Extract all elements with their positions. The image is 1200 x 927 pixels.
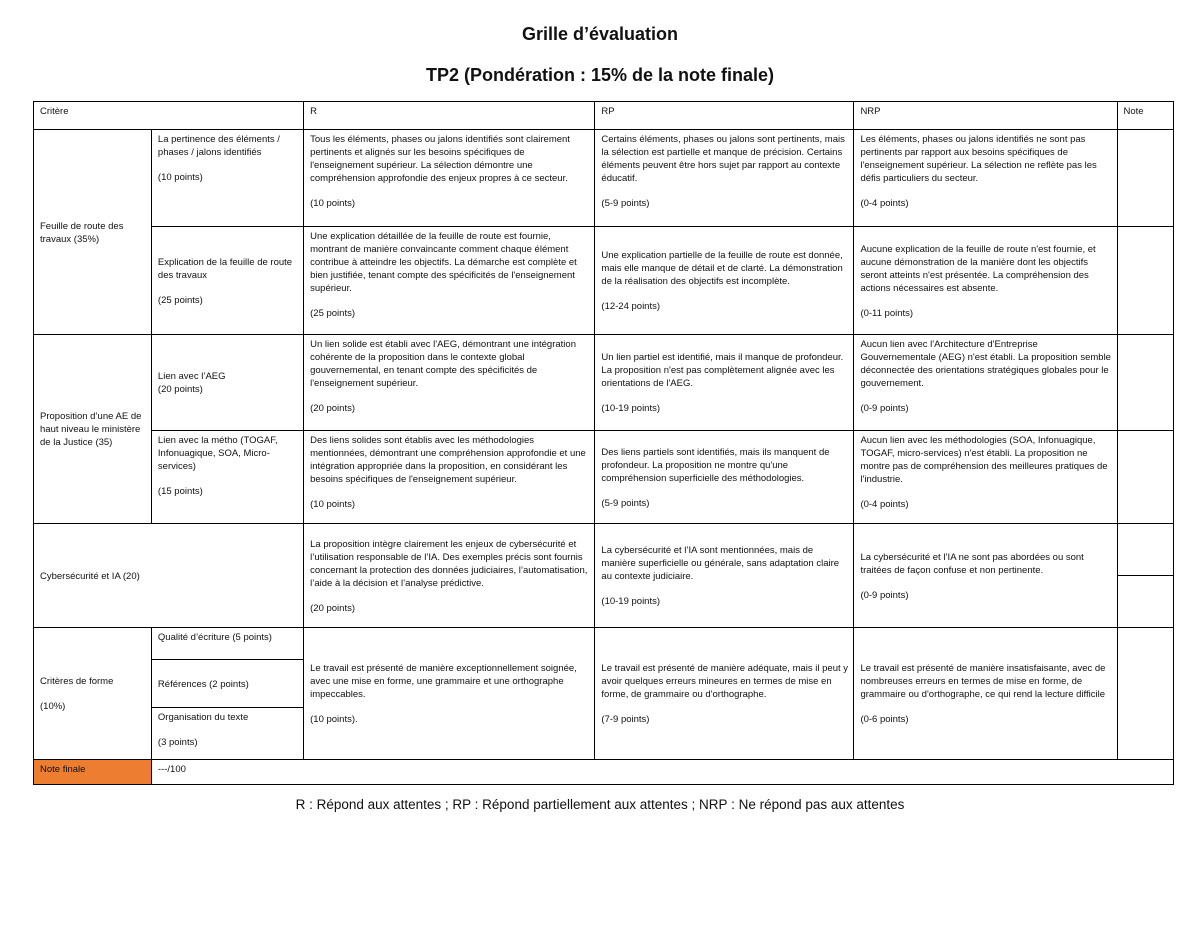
- header-critere: Critère: [34, 102, 304, 130]
- r-cell: Un lien solide est établi avec l'AEG, démontrant une intégration cohérente de la proposition dans le contexte global gouvernemental, en tenant compte des spécificités de l'enseignement supérieur. (20 points): [304, 335, 595, 431]
- r-cell: Tous les éléments, phases ou jalons identifiés sont clairement pertinents et alignés sur les besoins spécifiques de l'enseignement supérieur. La sélection démontre une compréhension approfondie des enjeux propres à ce secteur. (10 points): [304, 130, 595, 227]
- r-cell: Le travail est présenté de manière exceptionnellement soignée, avec une mise en forme, une grammaire et une orthographe impeccables. (10 points).: [304, 628, 595, 760]
- rp-cell: Un lien partiel est identifié, mais il manque de profondeur. La proposition n'est pas complètement alignée avec les orientations de l'AEG. (10-19 points): [595, 335, 854, 431]
- note-cell[interactable]: [1117, 335, 1174, 431]
- note-cell[interactable]: [1117, 130, 1174, 227]
- table-row: [34, 227, 1174, 335]
- criterion-label: Proposition d’une AE de haut niveau le ministère de la Justice (35): [34, 335, 152, 524]
- table-row: [34, 130, 1174, 227]
- note-cell[interactable]: [1117, 431, 1174, 524]
- final-label: Note finale: [34, 760, 152, 785]
- table-row: [34, 431, 1174, 524]
- header-r: R: [304, 102, 595, 130]
- nrp-cell: Le travail est présenté de manière insatisfaisante, avec de nombreuses erreurs en termes de mise en forme, de grammaire ou d'orthographe, ce qui rend la lecture difficile (0-6 points): [854, 628, 1117, 760]
- header-nrp: NRP: [854, 102, 1117, 130]
- criterion-label: Cybersécurité et IA (20): [34, 524, 304, 628]
- final-value[interactable]: ---/100: [151, 760, 1173, 785]
- subcriterion-cell: Lien avec l’AEG (20 points): [151, 335, 303, 431]
- page-subtitle: TP2 (Pondération : 15% de la note finale): [425, 65, 775, 85]
- subcriterion-cell: Références (2 points): [151, 660, 303, 708]
- header-rp: RP: [595, 102, 854, 130]
- table-row: [34, 628, 1174, 660]
- rp-cell: Une explication partielle de la feuille de route est donnée, mais elle manque de détail et de clarté. La démonstration de la réalisation des objectifs est incomplète. (12-24 points): [595, 227, 854, 335]
- rp-cell: La cybersécurité et l’IA sont mentionnées, mais de manière superficielle ou générale, sans adaptation claire au contexte judiciaire. (10-19 points): [595, 524, 854, 628]
- rp-cell: Des liens partiels sont identifiés, mais ils manquent de profondeur. La proposition ne montre qu'une compréhension superficielle des méthodologies. (5-9 points): [595, 431, 854, 524]
- nrp-cell: Les éléments, phases ou jalons identifiés ne sont pas pertinents par rapport aux besoins spécifiques de l'enseignement supérieur. La sélection ne reflète pas les défis particuliers du secteur. (0-4 points): [854, 130, 1117, 227]
- header-row: [34, 102, 1174, 130]
- criterion-label: Feuille de route des travaux (35%): [34, 130, 152, 335]
- note-cell[interactable]: [1117, 576, 1174, 628]
- r-cell: Des liens solides sont établis avec les méthodologies mentionnées, démontrant une compréhension approfondie et une intégration appropriée dans la proposition, en considérant les besoins spécifiques de l'enseignement supérieur. (10 points): [304, 431, 595, 524]
- table-row: [34, 524, 1174, 576]
- r-cell: Une explication détaillée de la feuille de route est fournie, montrant de manière convaincante comment chaque élément contribue à atteindre les objectifs. La démarche est complète et bien justifiée, tenant compte des spécificités de l'enseignement supérieur. (25 points): [304, 227, 595, 335]
- criterion-label: Critères de forme (10%): [34, 628, 152, 760]
- header-note: Note: [1117, 102, 1174, 130]
- subcriterion-cell: Lien avec la métho (TOGAF, Infonuagique, SOA, Micro-services) (15 points): [151, 431, 303, 524]
- r-cell: La proposition intègre clairement les enjeux de cybersécurité et l’utilisation responsable de l’IA. Des exemples précis sont fournis concernant la protection des données judiciaires, l’automatisation, l’aide à la décision et l’analyse prédictive. (20 points): [304, 524, 595, 628]
- nrp-cell: La cybersécurité et l’IA ne sont pas abordées ou sont traitées de façon confuse et non pertinente. (0-9 points): [854, 524, 1117, 628]
- nrp-cell: Aucun lien avec l'Architecture d'Entreprise Gouvernementale (AEG) n'est établi. La proposition semble déconnectée des orientations stratégiques globales pour le gouvernement. (0-9 points): [854, 335, 1117, 431]
- legend: R : Répond aux attentes ; RP : Répond partiellement aux attentes ; NRP : Ne répond pas aux attentes: [295, 797, 905, 812]
- note-cell[interactable]: [1117, 227, 1174, 335]
- final-row: [34, 760, 1174, 785]
- subcriterion-cell: Qualité d’écriture (5 points): [151, 628, 303, 660]
- nrp-cell: Aucune explication de la feuille de route n'est fournie, et aucune démonstration de la manière dont les objectifs seront atteints n'est présentée. La compréhension des actions nécessaires est absente. (0-11 points): [854, 227, 1117, 335]
- rp-cell: Certains éléments, phases ou jalons sont pertinents, mais la sélection est partielle et manque de précision. Certains éléments peuvent être hors sujet par rapport au contexte éducatif. (5-9 points): [595, 130, 854, 227]
- nrp-cell: Aucun lien avec les méthodologies (SOA, Infonuagique, TOGAF, micro-services) n'est établi. La proposition ne montre pas de compréhension des meilleures pratiques de l'industrie. (0-4 points): [854, 431, 1117, 524]
- page-title: Grille d’évaluation: [521, 24, 679, 44]
- rp-cell: Le travail est présenté de manière adéquate, mais il peut y avoir quelques erreurs mineures en termes de mise en forme, de grammaire ou d'orthographe. (7-9 points): [595, 628, 854, 760]
- note-cell[interactable]: [1117, 524, 1174, 576]
- subcriterion-cell: Explication de la feuille de route des travaux (25 points): [151, 227, 303, 335]
- subcriterion-cell: Organisation du texte (3 points): [151, 708, 303, 760]
- note-cell[interactable]: [1117, 628, 1174, 760]
- subcriterion-cell: La pertinence des éléments / phases / jalons identifiés (10 points): [151, 130, 303, 227]
- table-row: [34, 335, 1174, 431]
- evaluation-table: [33, 101, 1174, 785]
